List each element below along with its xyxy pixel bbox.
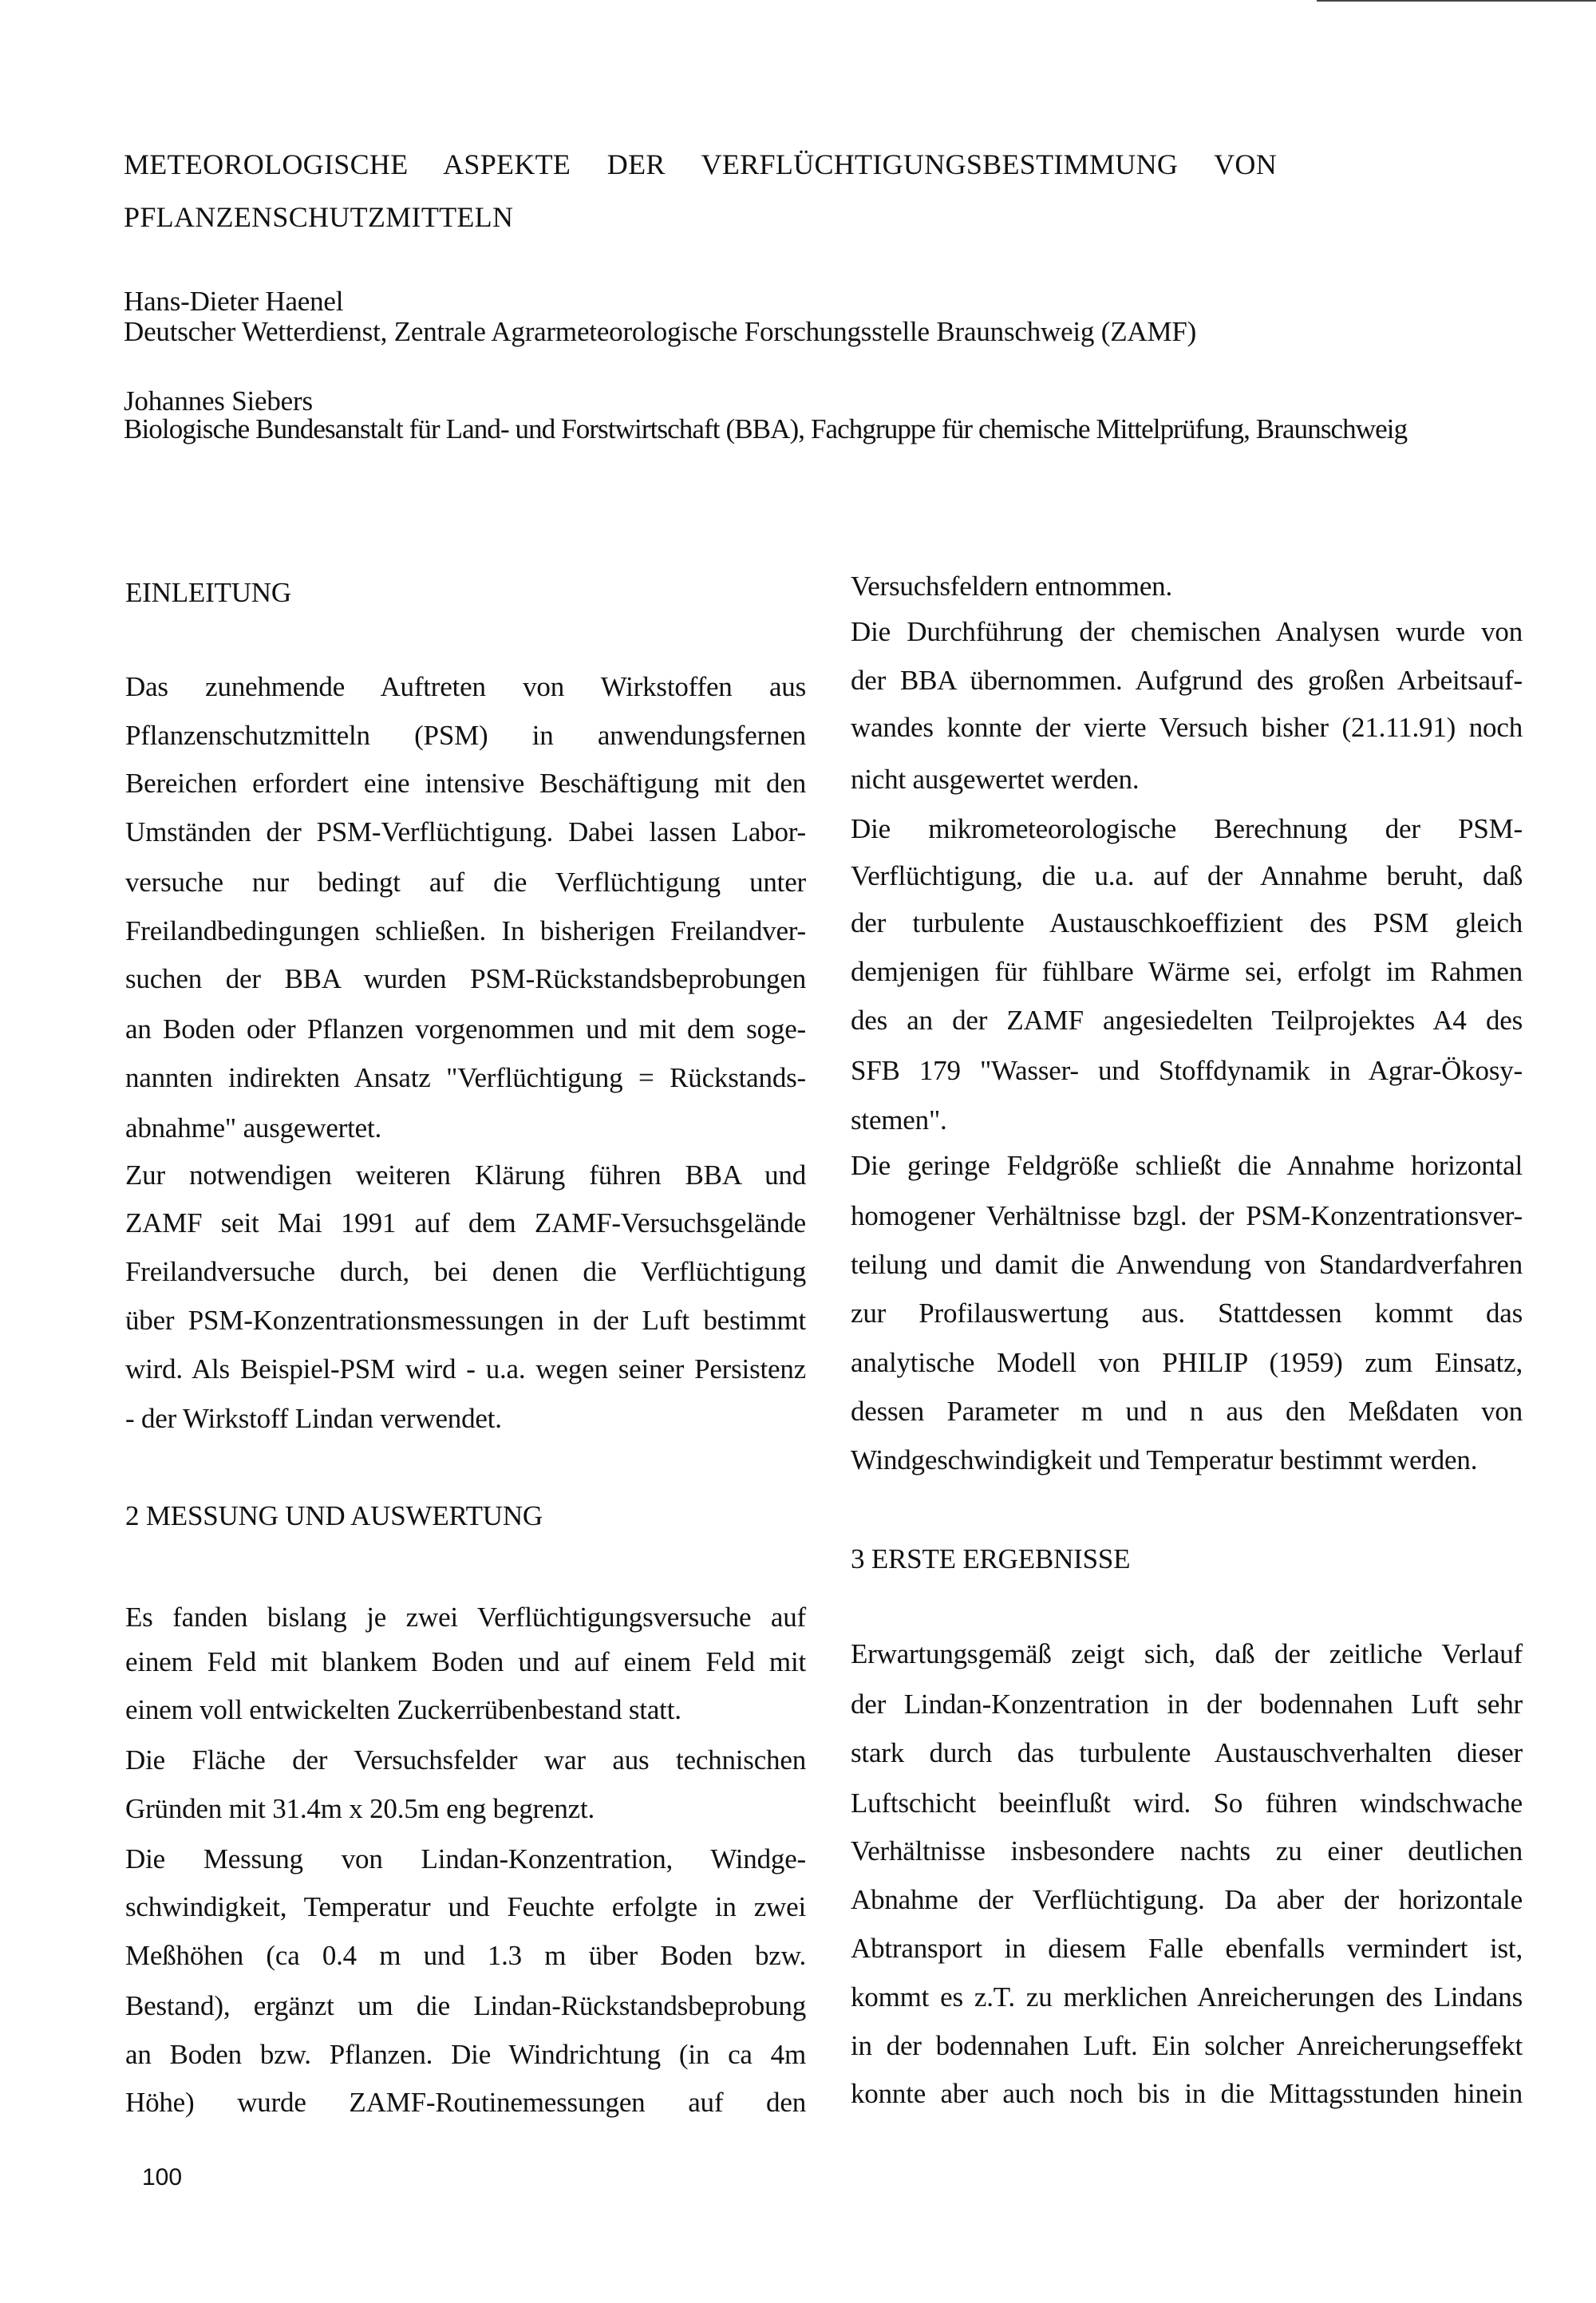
paragraph-line: demjenigen für fühlbare Wärme sei, erfolgt im Rahmen (851, 956, 1523, 987)
paragraph-line: Die Fläche der Versuchsfelder war aus technischen (125, 1744, 806, 1776)
paragraph-line: einem Feld mit blankem Boden und auf einem Feld mit (125, 1646, 806, 1677)
paragraph-line: Luftschicht beeinflußt wird. So führen windschwache (851, 1787, 1523, 1819)
paragraph-line: an Boden oder Pflanzen vorgenommen und mit dem soge- (125, 1013, 806, 1045)
paragraph-line: zur Profilauswertung aus. Stattdessen kommt das (851, 1298, 1523, 1329)
paragraph-line: nicht ausgewertet werden. (851, 764, 1140, 795)
paragraph-line: Erwartungsgemäß zeigt sich, daß der zeitliche Verlauf (851, 1638, 1523, 1669)
paragraph-line: - der Wirkstoff Lindan verwendet. (125, 1403, 502, 1434)
paragraph-line: wandes konnte der vierte Versuch bisher (21.11.91) noch (851, 712, 1523, 743)
section-heading: 3 ERSTE ERGEBNISSE (851, 1543, 1131, 1574)
paragraph-line: konnte aber auch noch bis in die Mittagsstunden hinein (851, 2078, 1523, 2109)
paragraph-line: Bestand), ergänzt um die Lindan-Rückstandsbeprobung (125, 1990, 806, 2021)
page-number: 100 (142, 2164, 183, 2190)
paragraph-line: über PSM-Konzentrationsmessungen in der Luft bestimmt (125, 1305, 806, 1336)
paragraph-line: Versuchsfeldern entnommen. (851, 571, 1173, 602)
author-name: Johannes Siebers (124, 385, 313, 417)
paragraph-line: in der bodennahen Luft. Ein solcher Anreicherungseffekt (851, 2030, 1523, 2061)
author-affiliation: Biologische Bundesanstalt für Land- und Forstwirtschaft (BBA), Fachgruppe für chemische Mittelprüfung, Braunschweig (124, 413, 1408, 444)
paragraph-line: der BBA übernommen. Aufgrund des großen Arbeitsauf- (851, 665, 1523, 696)
author-affiliation: Deutscher Wetterdienst, Zentrale Agrarmeteorologische Forschungsstelle Braunschweig (ZAMF) (124, 316, 1197, 347)
paragraph-line: Die Messung von Lindan-Konzentration, Windge- (125, 1843, 806, 1874)
paragraph-line: Windgeschwindigkeit und Temperatur bestimmt werden. (851, 1444, 1478, 1475)
paragraph-line: nannten indirekten Ansatz "Verflüchtigung = Rückstands- (125, 1062, 806, 1093)
paragraph-line: Es fanden bislang je zwei Verflüchtigungsversuche auf (125, 1602, 806, 1633)
author-name: Hans-Dieter Haenel (124, 286, 344, 317)
paragraph-line: Das zunehmende Auftreten von Wirkstoffen aus (125, 671, 806, 702)
paragraph-line: wird. Als Beispiel-PSM wird - u.a. wegen seiner Persistenz (125, 1353, 806, 1385)
paragraph-line: Abtransport in diesem Falle ebenfalls vermindert ist, (851, 1933, 1523, 1964)
paragraph-line: Abnahme der Verflüchtigung. Da aber der horizontale (851, 1884, 1523, 1915)
section-heading: 2 MESSUNG UND AUSWERTUNG (125, 1500, 543, 1531)
paragraph-line: der Lindan-Konzentration in der bodennahen Luft sehr (851, 1689, 1523, 1720)
paper-title-line-2: PFLANZENSCHUTZMITTELN (124, 201, 514, 233)
paragraph-line: an Boden bzw. Pflanzen. Die Windrichtung (in ca 4m (125, 2039, 806, 2070)
paragraph-line: ZAMF seit Mai 1991 auf dem ZAMF-Versuchsgelände (125, 1207, 806, 1238)
paragraph-line: dessen Parameter m und n aus den Meßdaten von (851, 1396, 1523, 1427)
paragraph-line: Verflüchtigung, die u.a. auf der Annahme beruht, daß (851, 860, 1523, 891)
paragraph-line: suchen der BBA wurden PSM-Rückstandsbeprobungen (125, 963, 806, 994)
paragraph-line: Pflanzenschutzmitteln (PSM) in anwendungsfernen (125, 720, 806, 751)
paragraph-line: schwindigkeit, Temperatur und Feuchte erfolgte in zwei (125, 1891, 806, 1922)
paragraph-line: versuche nur bedingt auf die Verflüchtigung unter (125, 867, 806, 898)
paragraph-line: teilung und damit die Anwendung von Standardverfahren (851, 1249, 1523, 1280)
paragraph-line: SFB 179 "Wasser- und Stoffdynamik in Agrar-Ökosy- (851, 1055, 1523, 1086)
paragraph-line: Höhe) wurde ZAMF-Routinemessungen auf den (125, 2087, 806, 2118)
paragraph-line: Zur notwendigen weiteren Klärung führen BBA und (125, 1159, 806, 1191)
paragraph-line: Verhältnisse insbesondere nachts zu einer deutlichen (851, 1835, 1523, 1866)
paragraph-line: Gründen mit 31.4m x 20.5m eng begrenzt. (125, 1793, 595, 1824)
paragraph-line: Bereichen erfordert eine intensive Beschäftigung mit den (125, 768, 806, 799)
paragraph-line: der turbulente Austauschkoeffizient des PSM gleich (851, 907, 1523, 938)
paragraph-line: abnahme" ausgewertet. (125, 1112, 382, 1144)
paragraph-line: Meßhöhen (ca 0.4 m und 1.3 m über Boden bzw. (125, 1940, 806, 1971)
paragraph-line: einem voll entwickelten Zuckerrübenbestand statt. (125, 1694, 681, 1725)
paragraph-line: homogener Verhältnisse bzgl. der PSM-Konzentrationsver- (851, 1200, 1523, 1231)
top-rule (1317, 0, 1596, 2)
paper-title-line-1: METEOROLOGISCHE ASPEKTE DER VERFLÜCHTIGUNGSBESTIMMUNG VON (124, 148, 1277, 180)
paragraph-line: analytische Modell von PHILIP (1959) zum Einsatz, (851, 1347, 1523, 1378)
paragraph-line: kommt es z.T. zu merklichen Anreicherungen des Lindans (851, 1981, 1523, 2013)
paragraph-line: Die mikrometeorologische Berechnung der PSM- (851, 813, 1523, 844)
paragraph-line: Umständen der PSM-Verflüchtigung. Dabei lassen Labor- (125, 816, 806, 847)
paragraph-line: stemen". (851, 1104, 947, 1136)
paragraph-line: des an der ZAMF angesiedelten Teilprojektes A4 des (851, 1005, 1523, 1036)
paragraph-line: Die Durchführung der chemischen Analysen wurde von (851, 616, 1523, 647)
paragraph-line: stark durch das turbulente Austauschverhalten dieser (851, 1737, 1523, 1768)
paragraph-line: Freilandversuche durch, bei denen die Verflüchtigung (125, 1256, 806, 1287)
paragraph-line: Die geringe Feldgröße schließt die Annahme horizontal (851, 1150, 1523, 1181)
paragraph-line: Freilandbedingungen schließen. In bisherigen Freilandver- (125, 915, 806, 946)
section-heading: EINLEITUNG (125, 577, 291, 608)
